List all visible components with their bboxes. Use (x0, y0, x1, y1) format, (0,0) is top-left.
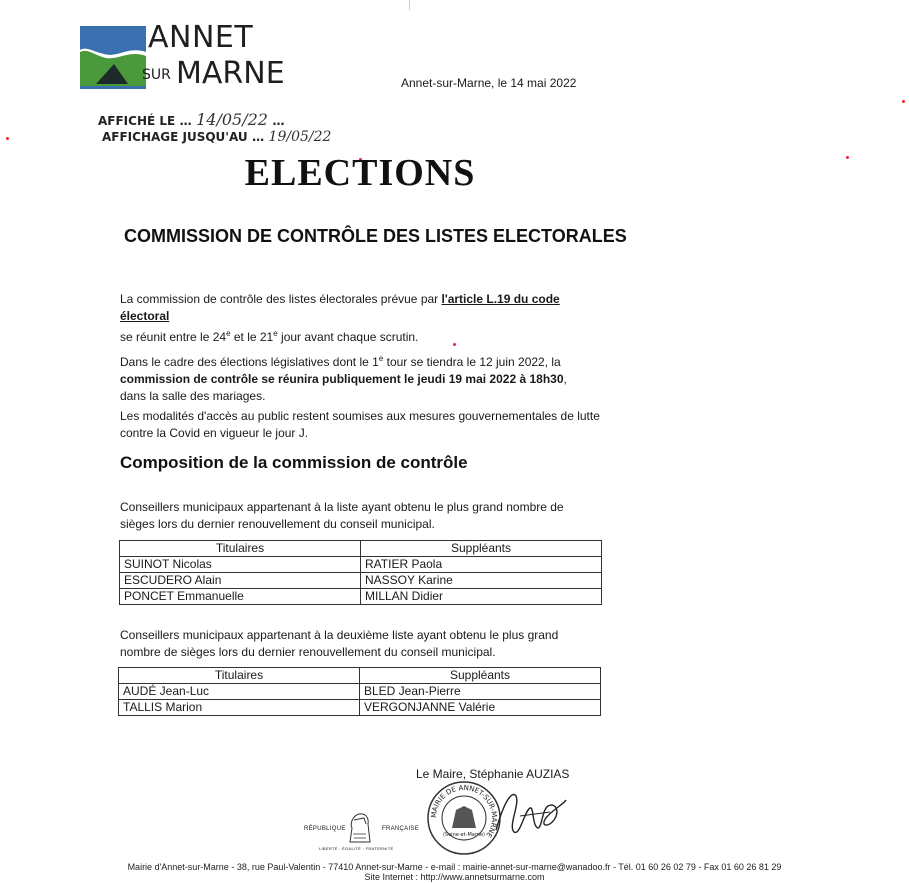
scan-mark (6, 137, 9, 140)
table-second-list (118, 667, 601, 716)
town-logo (78, 20, 298, 92)
paragraph-2: Dans le cadre des élections législatives dont le 1e tour se tiendra le 12 juin 2022, la commission de contrôle se réunira publiquement le jeudi 19 mai 2022 à 18h30, dans la salle des mariages. (120, 354, 567, 403)
posting-stamp: AFFICHÉ LE … 14/05/22 … AFFICHAGE JUSQU'AU … 19/05/22 (98, 110, 332, 145)
mayor-signature (490, 782, 570, 842)
logo-text-sur: SUR (142, 67, 171, 83)
logo-text-marne: MARNE (176, 56, 285, 91)
affichage-jusqu-date: 19/05/22 (268, 129, 332, 145)
section-title: Composition de la commission de contrôle (120, 453, 468, 472)
code-electoral-link[interactable]: l'article L.19 du code électoral (120, 292, 560, 323)
table-row: TALLIS Marion VERGONJANNE Valérie (119, 700, 601, 716)
table-first-list (119, 540, 602, 605)
republique-motto: LIBERTÉ · ÉGALITÉ · FRATERNITÉ (319, 846, 394, 851)
dateline: Annet-sur-Marne, le 14 mai 2022 (401, 76, 577, 90)
scan-mark (409, 0, 410, 10)
landscape-logo-icon (78, 24, 148, 90)
scan-mark (846, 156, 849, 159)
table-row: PONCET Emmanuelle MILLAN Didier (120, 589, 602, 605)
logo-text-annet: ANNET (148, 20, 254, 55)
header-titulaires: Titulaires (120, 541, 361, 557)
republique-right: FRANÇAISE (382, 826, 420, 832)
paragraph-3: Les modalités d'accès au public restent soumises aux mesures gouvernementales de lutte contre la Covid en vigueur le jour J. (120, 409, 600, 440)
table-row: ESCUDERO Alain NASSOY Karine (120, 573, 602, 589)
signature-line: Le Maire, Stéphanie AUZIAS (416, 767, 570, 781)
affichage-jusqu-label: AFFICHAGE JUSQU'AU (102, 130, 248, 144)
list1-intro: Conseillers municipaux appartenant à la liste ayant obtenu le plus grand nombre de sièges lors du dernier renouvellement du conseil municipal. (120, 500, 564, 531)
subtitle: COMMISSION DE CONTRÔLE DES LISTES ELECTORALES (124, 226, 627, 246)
paragraph-1: La commission de contrôle des listes électorales prévue par l'article L.19 du code électoral se réunit entre le 24e et le 21e jour avant chaque scrutin. (120, 292, 560, 344)
republique-left: RÉPUBLIQUE (304, 826, 346, 832)
affiche-label: AFFICHÉ LE (98, 114, 176, 128)
marianne-icon (344, 808, 374, 844)
table-row: AUDÉ Jean-Luc BLED Jean-Pierre (119, 684, 601, 700)
header-suppleants: Suppléants (361, 541, 602, 557)
page-title: ELECTIONS (244, 152, 476, 194)
header-suppleants: Suppléants (360, 668, 601, 684)
table-row: SUINOT Nicolas RATIER Paola (120, 557, 602, 573)
svg-text:MAIRIE DE ANNET-SUR-MARNE: MAIRIE DE ANNET-SUR-MARNE (429, 783, 499, 839)
svg-text:(Seine-et-Marne): (Seine-et-Marne) (442, 832, 486, 838)
affiche-date: 14/05/22 (196, 110, 268, 129)
footer-website: Site Internet : http://www.annetsurmarne.com (364, 872, 545, 882)
header-titulaires: Titulaires (119, 668, 360, 684)
scan-mark (902, 100, 905, 103)
footer-address: Mairie d'Annet-sur-Marne - 38, rue Paul-Valentin - 77410 Annet-sur-Marne - e-mail : mairie-annet-sur-marne@wanadoo.fr - Tél. 01 60 26 02 79 - Fax 01 60 26 81 29 (127, 862, 782, 872)
list2-intro: Conseillers municipaux appartenant à la deuxième liste ayant obtenu le plus grand nombre de sièges lors du dernier renouvellement du conseil municipal. (120, 628, 559, 659)
